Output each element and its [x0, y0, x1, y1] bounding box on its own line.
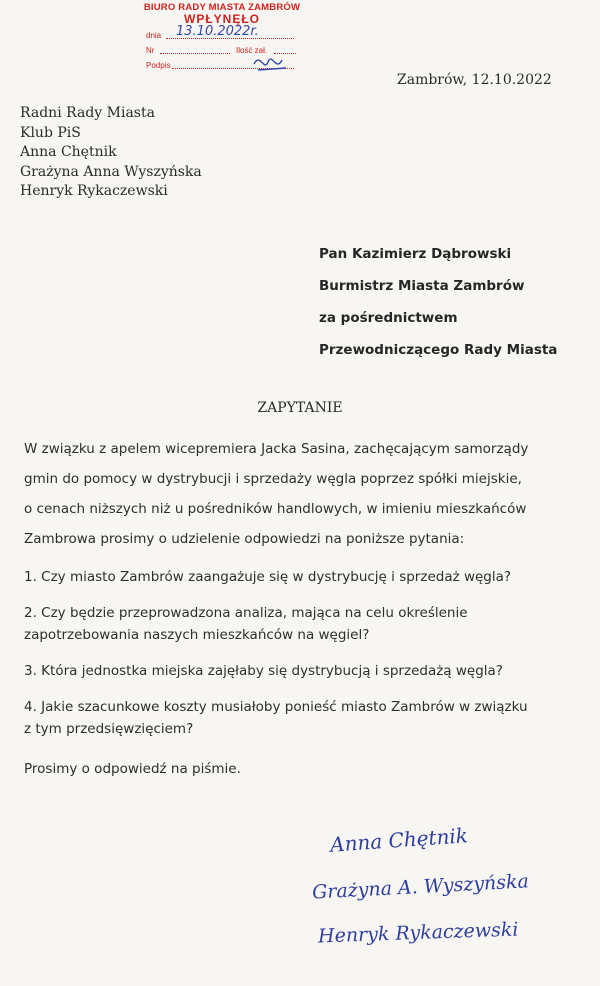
intro-line: Zambrowa prosimy o udzielenie odpowiedzi na poniższe pytania: [24, 531, 465, 547]
closing-line: Prosimy o odpowiedź na piśmie. [24, 761, 241, 777]
question-line: zapotrzebowania naszych mieszkańców na węgiel? [24, 627, 370, 643]
recipient-line: Pan Kazimierz Dąbrowski [319, 246, 512, 262]
sender-line: Henryk Rykaczewski [20, 183, 168, 199]
intro-line: W związku z apelem wicepremiera Jacka Sasina, zachęcającym samorządy [24, 441, 529, 457]
question-line: 3. Która jednostka miejska zajęłaby się dystrybucją i sprzedażą węgla? [24, 663, 503, 679]
heading-text: ZAPYTANIE [257, 400, 343, 416]
stamp-number-line [160, 53, 230, 54]
signature-henryk-rykaczewski: Henryk Rykaczewski [317, 918, 519, 948]
recipient-line: Burmistrz Miasta Zambrów [319, 278, 525, 294]
signature-anna-chetnik: Anna Chętnik [329, 823, 469, 857]
question-line: 2. Czy będzie przeprowadzona analiza, mająca na celu określenie [24, 605, 468, 621]
question-3 [24, 660, 584, 682]
intro-line: o cenach niższych niż u pośredników handlowych, w imieniu mieszkańców [24, 501, 527, 517]
stamp-initials-scribble [250, 50, 290, 74]
recipient-line: Przewodniczącego Rady Miasta [319, 342, 558, 358]
sender-line: Anna Chętnik [20, 144, 117, 160]
question-line: 1. Czy miasto Zambrów zaangażuje się w dystrybucję i sprzedaż węgla? [24, 569, 512, 585]
document-heading [0, 400, 600, 416]
letter-date: Zambrów, 12.10.2022 [397, 72, 552, 88]
recipient-block [319, 238, 557, 366]
question-1 [24, 566, 584, 588]
signature-grazyna-wyszynska: Grażyna A. Wyszyńska [311, 870, 530, 904]
stamp-attachments-label: Ilość zał. [236, 46, 268, 55]
received-stamp [142, 2, 302, 74]
stamp-date-value: 13.10.2022r. [176, 24, 259, 39]
stamp-signature-label: Podpis [146, 61, 171, 70]
question-line: z tym przedsięwzięciem? [24, 721, 194, 737]
sender-line: Grażyna Anna Wyszyńska [20, 163, 202, 180]
intro-paragraph [24, 434, 584, 554]
stamp-number-label: Nr [146, 46, 155, 55]
stamp-date-label: dnia [146, 31, 162, 40]
letter-body [24, 434, 584, 780]
sender-line: Radni Rady Miasta [20, 105, 155, 121]
sender-block [20, 104, 202, 202]
stamp-received-label: WPŁYNĘŁO [184, 12, 260, 26]
sender-line: Klub PiS [20, 124, 81, 141]
question-4 [24, 696, 584, 740]
question-line: 4. Jakie szacunkowe koszty musiałoby ponieść miasto Zambrów w związku [24, 699, 528, 715]
intro-line: gmin do pomocy w dystrybucji i sprzedaży węgla poprzez spółki miejskie, [24, 471, 522, 487]
recipient-line: za pośrednictwem [319, 310, 458, 326]
stamp-office-name: BIURO RADY MIASTA ZAMBRÓW [143, 2, 301, 13]
question-2 [24, 602, 584, 646]
